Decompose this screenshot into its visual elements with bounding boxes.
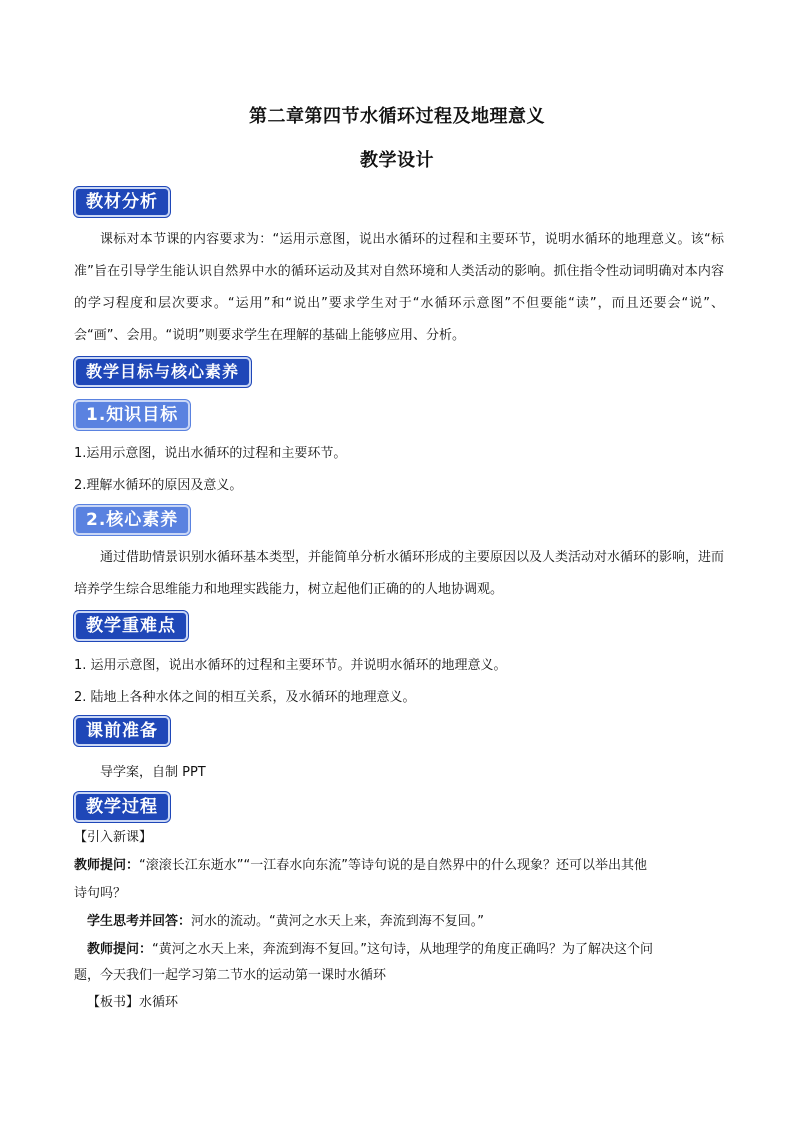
section-heading-preparation: 课前准备 bbox=[74, 716, 170, 746]
teacher-question-2 bbox=[87, 938, 653, 957]
section-heading-key-points: 教学重难点 bbox=[74, 611, 188, 641]
board-label: 【板书】 bbox=[87, 995, 140, 1010]
section-heading-material-analysis: 教材分析 bbox=[74, 187, 170, 217]
student-answer-1-text: 河水的流动。“黄河之水天上来，奔流到海不复回。” bbox=[191, 914, 484, 929]
subheading-knowledge-objectives: 1.知识目标 bbox=[74, 400, 190, 430]
student-answer-1 bbox=[87, 910, 484, 929]
knowledge-item-2: 2.理解水循环的原因及意义。 bbox=[74, 478, 243, 493]
material-analysis-paragraph: 课标对本节课的内容要求为：“运用示意图，说出水循环的过程和主要环节，说明水循环的地理意义。该“标准”旨在引导学生能认识自然界中水的循环运动及其对自然环境和人类活动的影响。抓住指令性动词明确对本内容的学习程度和层次要求。“运用”和“说出”要求学生对于“水循环示意图”不但要能“读”，而且还要会“说”、会“画”、会用。“说明”则要求学生在理解的基础上能够应用、分析。 bbox=[74, 232, 724, 343]
board-text: 水循环 bbox=[139, 995, 179, 1010]
section-heading-objectives: 教学目标与核心素养 bbox=[74, 357, 251, 387]
teacher-question-1-text: “滚滚长江东逝水”“一江春水向东流”等诗句说的是自然界中的什么现象？还可以举出其他 bbox=[139, 858, 647, 873]
teacher-question-1-speaker: 教师提问： bbox=[74, 858, 140, 873]
knowledge-item-1: 1.运用示意图，说出水循环的过程和主要环节。 bbox=[74, 446, 347, 461]
teacher-question-2-cont: 题，今天我们一起学习第二节水的运动第一课时水循环 bbox=[74, 968, 387, 983]
teacher-question-1-cont: 诗句吗？ bbox=[74, 886, 127, 901]
board-note bbox=[87, 991, 178, 1010]
key-point-1: 1. 运用示意图，说出水循环的过程和主要环节。并说明水循环的地理意义。 bbox=[74, 658, 507, 673]
document-title: 第二章第四节水循环过程及地理意义 bbox=[249, 106, 545, 127]
key-point-2: 2. 陆地上各种水体之间的相互关系，及水循环的地理意义。 bbox=[74, 690, 416, 705]
teacher-question-2-speaker: 教师提问： bbox=[87, 942, 153, 957]
student-answer-1-speaker: 学生思考并回答： bbox=[87, 914, 192, 929]
document-subtitle: 教学设计 bbox=[360, 150, 434, 171]
teacher-question-2-text: “黄河之水天上来，奔流到海不复回。”这句诗，从地理学的角度正确吗？为了解决这个问 bbox=[152, 942, 653, 957]
intro-label: 【引入新课】 bbox=[74, 830, 153, 845]
section-heading-process: 教学过程 bbox=[74, 792, 170, 822]
preparation-text: 导学案，自制 PPT bbox=[100, 765, 206, 780]
teacher-question-1 bbox=[74, 854, 647, 873]
competency-paragraph: 通过借助情景识别水循环基本类型，并能简单分析水循环形成的主要原因以及人类活动对水循环的影响，进而培养学生综合思维能力和地理实践能力，树立起他们正确的的人地协调观。 bbox=[74, 550, 725, 597]
subheading-core-competency: 2.核心素养 bbox=[74, 505, 190, 535]
